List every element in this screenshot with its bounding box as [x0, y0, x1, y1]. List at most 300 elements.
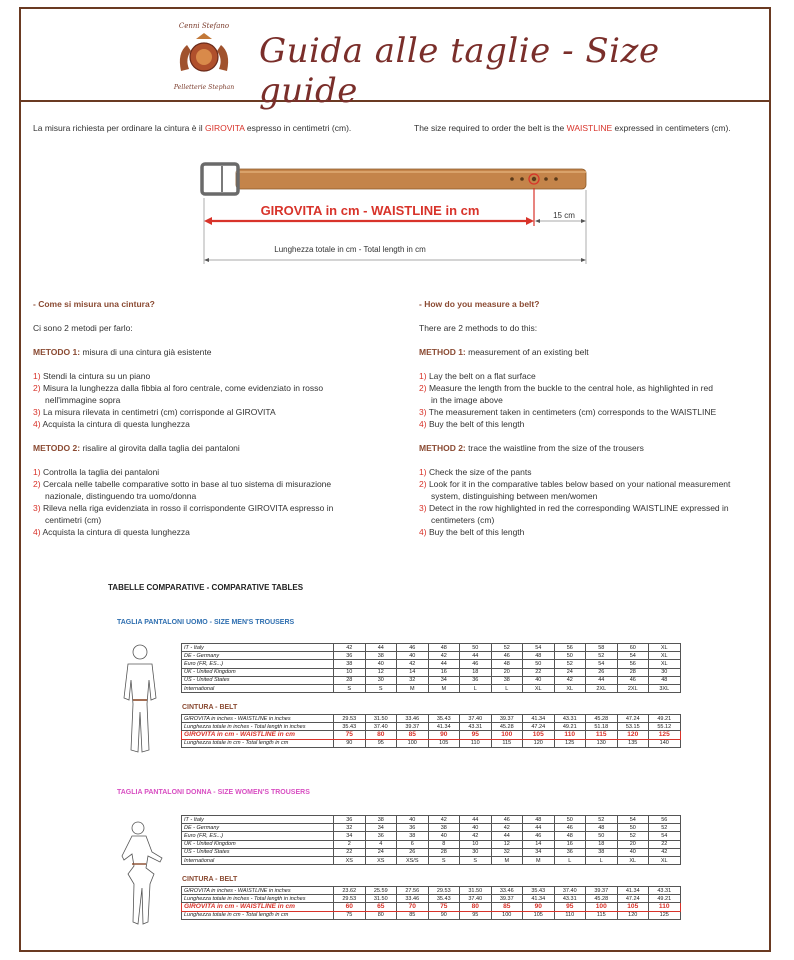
table-cell: 33.46	[491, 887, 523, 895]
table-cell: 50	[586, 832, 618, 840]
instruction-step: centimeters (cm)	[431, 515, 495, 525]
table-cell: 125	[649, 731, 681, 739]
table-cell: 30	[460, 848, 492, 856]
table-cell: 90	[334, 739, 366, 747]
table-cell: 16	[428, 668, 460, 676]
row-label: GIROVITA in inches - WAISTLINE in inches	[182, 887, 334, 895]
table-cell: 48	[491, 660, 523, 668]
table-cell: 34	[365, 824, 397, 832]
instruction-step: 4) Buy the belt of this length	[419, 527, 525, 537]
table-cell: 53.15	[617, 723, 649, 731]
table-cell: 41.34	[523, 895, 555, 903]
table-cell: 40	[428, 832, 460, 840]
row-label: DE - Germany	[182, 824, 334, 832]
table-cell: 48	[554, 832, 586, 840]
table-cell: 42	[428, 652, 460, 660]
table-row	[182, 660, 681, 668]
row-label: GIROVITA in cm - WAISTLINE in cm	[182, 903, 334, 911]
table-cell: 85	[397, 731, 429, 739]
table-cell: 52	[554, 660, 586, 668]
instruction-step: in the image above	[431, 395, 503, 405]
table-cell: 95	[460, 911, 492, 919]
table-cell: S	[334, 684, 366, 692]
table-cell: 4	[365, 840, 397, 848]
table-cell: 33.46	[397, 715, 429, 723]
table-cell: 41.34	[428, 723, 460, 731]
table-cell: 125	[554, 739, 586, 747]
table-cell: 32	[334, 824, 366, 832]
instruction-step: 2) Measure the length from the buckle to the central hole, as highlighted in red	[419, 383, 713, 393]
table-cell: S	[365, 684, 397, 692]
table-cell: L	[586, 856, 618, 864]
table-cell: 48	[523, 816, 555, 824]
table-cell: XL	[554, 684, 586, 692]
table-cell: 52	[617, 832, 649, 840]
table-row	[182, 903, 681, 911]
instruction-step: 4) Acquista la cintura di questa lunghezza	[33, 527, 190, 537]
table-cell: 45.28	[586, 895, 618, 903]
table-cell: 49.21	[649, 895, 681, 903]
table-cell: 130	[586, 739, 618, 747]
table-cell: 47.24	[617, 715, 649, 723]
table-cell: 50	[523, 660, 555, 668]
table-cell: 39.37	[491, 715, 523, 723]
buckle-icon	[202, 164, 238, 194]
table-cell: 28	[428, 848, 460, 856]
women-table-title: TAGLIA PANTALONI DONNA - SIZE WOMEN'S TROUSERS	[117, 789, 310, 796]
instruction-step: 3) Rileva nella riga evidenziata in rosso il corrispondente GIROVITA espresso in	[33, 503, 334, 513]
table-cell: 3XL	[649, 684, 681, 692]
row-label: US - United States	[182, 848, 334, 856]
table-cell: 22	[523, 668, 555, 676]
table-cell: 46	[617, 676, 649, 684]
table-cell: 105	[428, 739, 460, 747]
table-row	[182, 644, 681, 652]
table-cell: 32	[397, 676, 429, 684]
table-cell: XS/S	[397, 856, 429, 864]
table-row	[182, 832, 681, 840]
table-cell: 29.53	[334, 715, 366, 723]
instruction-step: 2) Cercala nelle tabelle comparative sotto in base al tuo sistema di misurazione	[33, 479, 332, 489]
table-cell: 39.37	[491, 895, 523, 903]
table-cell: 31.50	[365, 895, 397, 903]
table-row	[182, 676, 681, 684]
table-cell: 115	[586, 731, 618, 739]
table-cell: 29.53	[334, 895, 366, 903]
table-cell: 8	[428, 840, 460, 848]
table-cell: 24	[365, 848, 397, 856]
table-cell: 120	[617, 731, 649, 739]
table-cell: 42	[428, 816, 460, 824]
instruction-step: 1) Lay the belt on a flat surface	[419, 371, 536, 381]
table-cell: 42	[460, 832, 492, 840]
table-cell: 100	[491, 911, 523, 919]
table-cell: 38	[334, 660, 366, 668]
table-cell: 25.59	[365, 887, 397, 895]
table-cell: 41.34	[523, 715, 555, 723]
table-row	[182, 816, 681, 824]
table-cell: 70	[397, 903, 429, 911]
table-cell: 35.43	[334, 723, 366, 731]
table-cell: 54	[617, 816, 649, 824]
instruction-step: 4) Acquista la cintura di questa lunghezza	[33, 419, 190, 429]
table-cell: 46	[554, 824, 586, 832]
table-cell: 40	[397, 652, 429, 660]
page-header	[21, 9, 769, 111]
table-cell: 44	[491, 832, 523, 840]
svg-text:Pelletterie Stephan: Pelletterie Stephan	[173, 84, 235, 91]
table-cell: 95	[554, 903, 586, 911]
table-cell: 95	[365, 739, 397, 747]
table-cell: 85	[397, 911, 429, 919]
table-cell: 42	[334, 644, 366, 652]
table-cell: 105	[617, 903, 649, 911]
table-cell: 27.56	[397, 887, 429, 895]
table-cell: 48	[586, 824, 618, 832]
row-label: US - United States	[182, 676, 334, 684]
table-cell: 36	[334, 652, 366, 660]
table-cell: 115	[491, 739, 523, 747]
table-cell: 12	[491, 840, 523, 848]
table-cell: 125	[649, 911, 681, 919]
table-cell: 46	[491, 652, 523, 660]
row-label: International	[182, 684, 334, 692]
row-label: IT - Italy	[182, 644, 334, 652]
table-cell: 135	[617, 739, 649, 747]
table-cell: 6	[397, 840, 429, 848]
table-cell: 45.28	[586, 715, 618, 723]
intro-italian: La misura richiesta per ordinare la cintura è il GIROVITA espresso in centimetri (cm).	[33, 123, 352, 133]
table-cell: M	[428, 684, 460, 692]
table-cell: 23.62	[334, 887, 366, 895]
table-cell: 36	[460, 676, 492, 684]
table-cell: 38	[365, 816, 397, 824]
table-cell: 49.21	[554, 723, 586, 731]
table-cell: 44	[523, 824, 555, 832]
table-cell: 34	[523, 848, 555, 856]
table-cell: 37.40	[460, 715, 492, 723]
table-cell: 37.40	[554, 887, 586, 895]
table-row	[182, 668, 681, 676]
row-label: UK - United Kingdom	[182, 668, 334, 676]
table-cell: 38	[491, 676, 523, 684]
table-cell: 52	[586, 816, 618, 824]
table-cell: S	[460, 856, 492, 864]
instruction-step: 1) Check the size of the pants	[419, 467, 532, 477]
table-cell: 110	[460, 739, 492, 747]
table-cell: 58	[586, 644, 618, 652]
table-cell: 22	[649, 840, 681, 848]
table-cell: 29.53	[428, 887, 460, 895]
table-cell: XL	[649, 856, 681, 864]
table-cell: XS	[365, 856, 397, 864]
table-cell: 56	[617, 660, 649, 668]
table-cell: 28	[334, 676, 366, 684]
table-cell: 105	[523, 731, 555, 739]
belt-diagram	[200, 158, 590, 268]
table-cell: 40	[460, 824, 492, 832]
table-cell: 115	[586, 911, 618, 919]
table-cell: 40	[617, 848, 649, 856]
table-cell: 38	[428, 824, 460, 832]
table-cell: 26	[397, 848, 429, 856]
table-cell: 45.28	[491, 723, 523, 731]
table-cell: XS	[334, 856, 366, 864]
table-cell: 42	[554, 676, 586, 684]
table-cell: 34	[428, 676, 460, 684]
intro-english: The size required to order the belt is the WAISTLINE expressed in centimeters (cm).	[414, 123, 731, 133]
table-cell: 2XL	[617, 684, 649, 692]
men-table-title: TAGLIA PANTALONI UOMO - SIZE MEN'S TROUSERS	[117, 619, 295, 626]
table-cell: XL	[649, 644, 681, 652]
table-cell: XL	[523, 684, 555, 692]
table-cell: 2	[334, 840, 366, 848]
table-cell: 35.43	[428, 715, 460, 723]
table-cell: 90	[428, 911, 460, 919]
table-row	[182, 731, 681, 739]
table-cell: 48	[649, 676, 681, 684]
italian-instructions: - Come si misura una cintura? Ci sono 2 metodi per farlo: METODO 1: misura di una cintura già esistente 1) Stendi la cintura su un piano 2) Misura la lunghezza dalla fibbia al foro centrale, come evidenziato in rosso nell'immagine sopra 3) La misura rilevata in centimetri (cm) corrisponde al GIROVITA 4) Acquista la cintura di questa lunghezza METODO 2: risalire al girovita dalla taglia dei pantaloni 1) Controlla la taglia dei pantaloni 2) Cercala nelle tabelle comparative sotto in base al tuo sistema di misurazione nazionale, distinguendo tra uomo/donna 3) Rileva nella riga evidenziata in rosso il corrispondente GIROVITA espresso in centimetri (cm) 4) Acquista la cintura di questa lunghezza	[33, 298, 373, 538]
table-cell: 75	[428, 903, 460, 911]
table-row	[182, 911, 681, 919]
table-cell: 20	[491, 668, 523, 676]
table-cell: 30	[649, 668, 681, 676]
table-cell: 48	[523, 652, 555, 660]
row-label: Lunghezza totale in inches - Total length in inches	[182, 895, 334, 903]
table-row	[182, 895, 681, 903]
table-cell: L	[554, 856, 586, 864]
instruction-step: 3) The measurement taken in centimeters (cm) corresponds to the WAISTLINE	[419, 407, 717, 417]
table-cell: 52	[649, 824, 681, 832]
table-cell: 37.40	[365, 723, 397, 731]
table-cell: 140	[649, 739, 681, 747]
table-cell: 110	[649, 903, 681, 911]
table-cell: 24	[554, 668, 586, 676]
instruction-step: 2) Look for it in the comparative tables below based on your national measurement	[419, 479, 731, 489]
table-cell: 54	[586, 660, 618, 668]
table-cell: 14	[523, 840, 555, 848]
brand-logo-icon	[169, 19, 239, 95]
table-cell: 12	[365, 668, 397, 676]
table-cell: 46	[523, 832, 555, 840]
tables-title: TABELLE COMPARATIVE - COMPARATIVE TABLES	[108, 583, 304, 592]
table-cell: 46	[397, 644, 429, 652]
english-instructions: - How do you measure a belt? There are 2 methods to do this: METHOD 1: measurement of an existing belt 1) Lay the belt on a flat surface 2) Measure the length from the buckle to the central hole, as highlighted in red in the image above 3) The measurement taken in centimeters (cm) corresponds to the WAISTLINE 4) Buy the belt of this length METHOD 2: trace the waistline from the size of the trousers 1) Check the size of the pants 2) Look for it in the comparative tables below based on your national measurement system, distinguishing between men/women 3) Detect in the row highlighted in red the corresponding WAISTLINE expressed in centimeters (cm) 4) Buy the belt of this length	[419, 298, 759, 538]
table-cell: 110	[554, 731, 586, 739]
table-cell: 75	[334, 911, 366, 919]
table-cell: 110	[554, 911, 586, 919]
row-label: Euro (FR, ES...)	[182, 660, 334, 668]
table-cell: 52	[491, 644, 523, 652]
table-cell: 50	[617, 824, 649, 832]
men-size-table	[181, 643, 681, 693]
table-cell: 36	[365, 832, 397, 840]
table-cell: 95	[460, 731, 492, 739]
table-cell: 100	[397, 739, 429, 747]
table-cell: 42	[649, 848, 681, 856]
women-belt-table	[181, 886, 681, 920]
tip-length-label: 15 cm	[553, 211, 575, 220]
man-figure-icon	[118, 640, 163, 760]
table-cell: 35.43	[523, 887, 555, 895]
table-cell: 43.31	[649, 887, 681, 895]
table-cell: 42	[397, 660, 429, 668]
instruction-step: centimetri (cm)	[45, 515, 102, 525]
instruction-step: 2) Misura la lunghezza dalla fibbia al foro centrale, come evidenziato in rosso	[33, 383, 324, 393]
table-cell: 51.18	[586, 723, 618, 731]
row-label: Euro (FR, ES...)	[182, 832, 334, 840]
table-cell: 41.34	[617, 887, 649, 895]
table-cell: 56	[649, 816, 681, 824]
table-cell: 105	[523, 911, 555, 919]
svg-text:Cenni Stefano: Cenni Stefano	[178, 22, 230, 30]
instruction-step: 3) La misura rilevata in centimetri (cm) corrisponde al GIROVITA	[33, 407, 276, 417]
table-cell: 32	[491, 848, 523, 856]
table-cell: 22	[334, 848, 366, 856]
table-cell: 52	[586, 652, 618, 660]
table-row	[182, 856, 681, 864]
table-cell: 80	[365, 731, 397, 739]
page-title: Guida alle taglie - Size guide	[259, 31, 660, 111]
row-label: Lunghezza totale in inches - Total length in inches	[182, 723, 334, 731]
instruction-step: nell'immagine sopra	[45, 395, 121, 405]
table-cell: 38	[586, 848, 618, 856]
table-cell: 47.24	[523, 723, 555, 731]
table-cell: 90	[428, 731, 460, 739]
table-cell: XL	[649, 652, 681, 660]
row-label: GIROVITA in cm - WAISTLINE in cm	[182, 731, 334, 739]
table-cell: 50	[554, 816, 586, 824]
table-row	[182, 824, 681, 832]
table-cell: 38	[397, 832, 429, 840]
table-cell: 10	[460, 840, 492, 848]
woman-figure-icon	[118, 818, 168, 930]
table-cell: M	[397, 684, 429, 692]
table-cell: 80	[365, 911, 397, 919]
row-label: DE - Germany	[182, 652, 334, 660]
table-cell: 100	[586, 903, 618, 911]
table-cell: 40	[523, 676, 555, 684]
row-label: UK - United Kingdom	[182, 840, 334, 848]
women-size-table	[181, 815, 681, 865]
table-cell: 30	[365, 676, 397, 684]
table-cell: 100	[491, 731, 523, 739]
instruction-step: system, distinguishing between men/women	[431, 491, 598, 501]
table-cell: 55.12	[649, 723, 681, 731]
table-cell: 39.37	[586, 887, 618, 895]
row-label: Lunghezza totale in cm - Total length in cm	[182, 911, 334, 919]
table-cell: 36	[334, 816, 366, 824]
table-cell: 54	[649, 832, 681, 840]
table-cell: 26	[586, 668, 618, 676]
table-cell: S	[428, 856, 460, 864]
table-cell: 43.31	[554, 895, 586, 903]
table-cell: 33.46	[397, 895, 429, 903]
table-cell: L	[460, 684, 492, 692]
table-cell: 44	[428, 660, 460, 668]
table-cell: 49.21	[649, 715, 681, 723]
instruction-step: 4) Buy the belt of this length	[419, 419, 525, 429]
table-cell: L	[491, 684, 523, 692]
table-cell: 46	[460, 660, 492, 668]
table-cell: XL	[617, 856, 649, 864]
table-cell: 31.50	[365, 715, 397, 723]
table-cell: 43.31	[554, 715, 586, 723]
table-cell: 40	[397, 816, 429, 824]
table-cell: 120	[523, 739, 555, 747]
table-row	[182, 652, 681, 660]
row-label: Lunghezza totale in cm - Total length in cm	[182, 739, 334, 747]
table-cell: 18	[460, 668, 492, 676]
table-cell: 18	[586, 840, 618, 848]
table-cell: 38	[365, 652, 397, 660]
table-cell: 60	[334, 903, 366, 911]
table-cell: 120	[617, 911, 649, 919]
table-cell: 50	[460, 644, 492, 652]
women-belt-label: CINTURA - BELT	[182, 876, 238, 883]
table-cell: 65	[365, 903, 397, 911]
men-belt-label: CINTURA - BELT	[182, 704, 238, 711]
table-cell: 34	[334, 832, 366, 840]
table-cell: M	[523, 856, 555, 864]
table-cell: 75	[334, 731, 366, 739]
table-cell: 14	[397, 668, 429, 676]
row-label: IT - Italy	[182, 816, 334, 824]
table-cell: 35.43	[428, 895, 460, 903]
table-cell: 47.24	[617, 895, 649, 903]
table-cell: 43.31	[460, 723, 492, 731]
table-cell: 50	[554, 652, 586, 660]
table-cell: 39.37	[397, 723, 429, 731]
table-cell: 48	[428, 644, 460, 652]
men-belt-table	[181, 714, 681, 748]
instruction-step: nazionale, distinguendo tra uomo/donna	[45, 491, 197, 501]
table-row	[182, 840, 681, 848]
table-cell: 85	[491, 903, 523, 911]
table-cell: 42	[491, 824, 523, 832]
table-cell: 40	[365, 660, 397, 668]
table-cell: 54	[617, 652, 649, 660]
table-cell: 44	[460, 652, 492, 660]
table-row	[182, 848, 681, 856]
table-cell: 56	[554, 644, 586, 652]
table-cell: 36	[397, 824, 429, 832]
table-row	[182, 739, 681, 747]
table-cell: M	[491, 856, 523, 864]
table-cell: 44	[460, 816, 492, 824]
instruction-step: 3) Detect in the row highlighted in red the corresponding WAISTLINE expressed in	[419, 503, 729, 513]
table-cell: 46	[491, 816, 523, 824]
total-length-label: Lunghezza totale in cm - Total length in cm	[274, 245, 426, 254]
table-cell: 90	[523, 903, 555, 911]
table-cell: 31.50	[460, 887, 492, 895]
table-row	[182, 887, 681, 895]
row-label: GIROVITA in inches - WAISTLINE in inches	[182, 715, 334, 723]
table-cell: 60	[617, 644, 649, 652]
table-cell: 54	[523, 644, 555, 652]
table-cell: 28	[617, 668, 649, 676]
table-cell: 44	[586, 676, 618, 684]
table-row	[182, 684, 681, 692]
table-cell: 16	[554, 840, 586, 848]
table-row	[182, 715, 681, 723]
table-cell: 10	[334, 668, 366, 676]
table-cell: 37.40	[460, 895, 492, 903]
table-cell: XL	[649, 660, 681, 668]
table-cell: 36	[554, 848, 586, 856]
table-cell: 80	[460, 903, 492, 911]
table-cell: 44	[365, 644, 397, 652]
